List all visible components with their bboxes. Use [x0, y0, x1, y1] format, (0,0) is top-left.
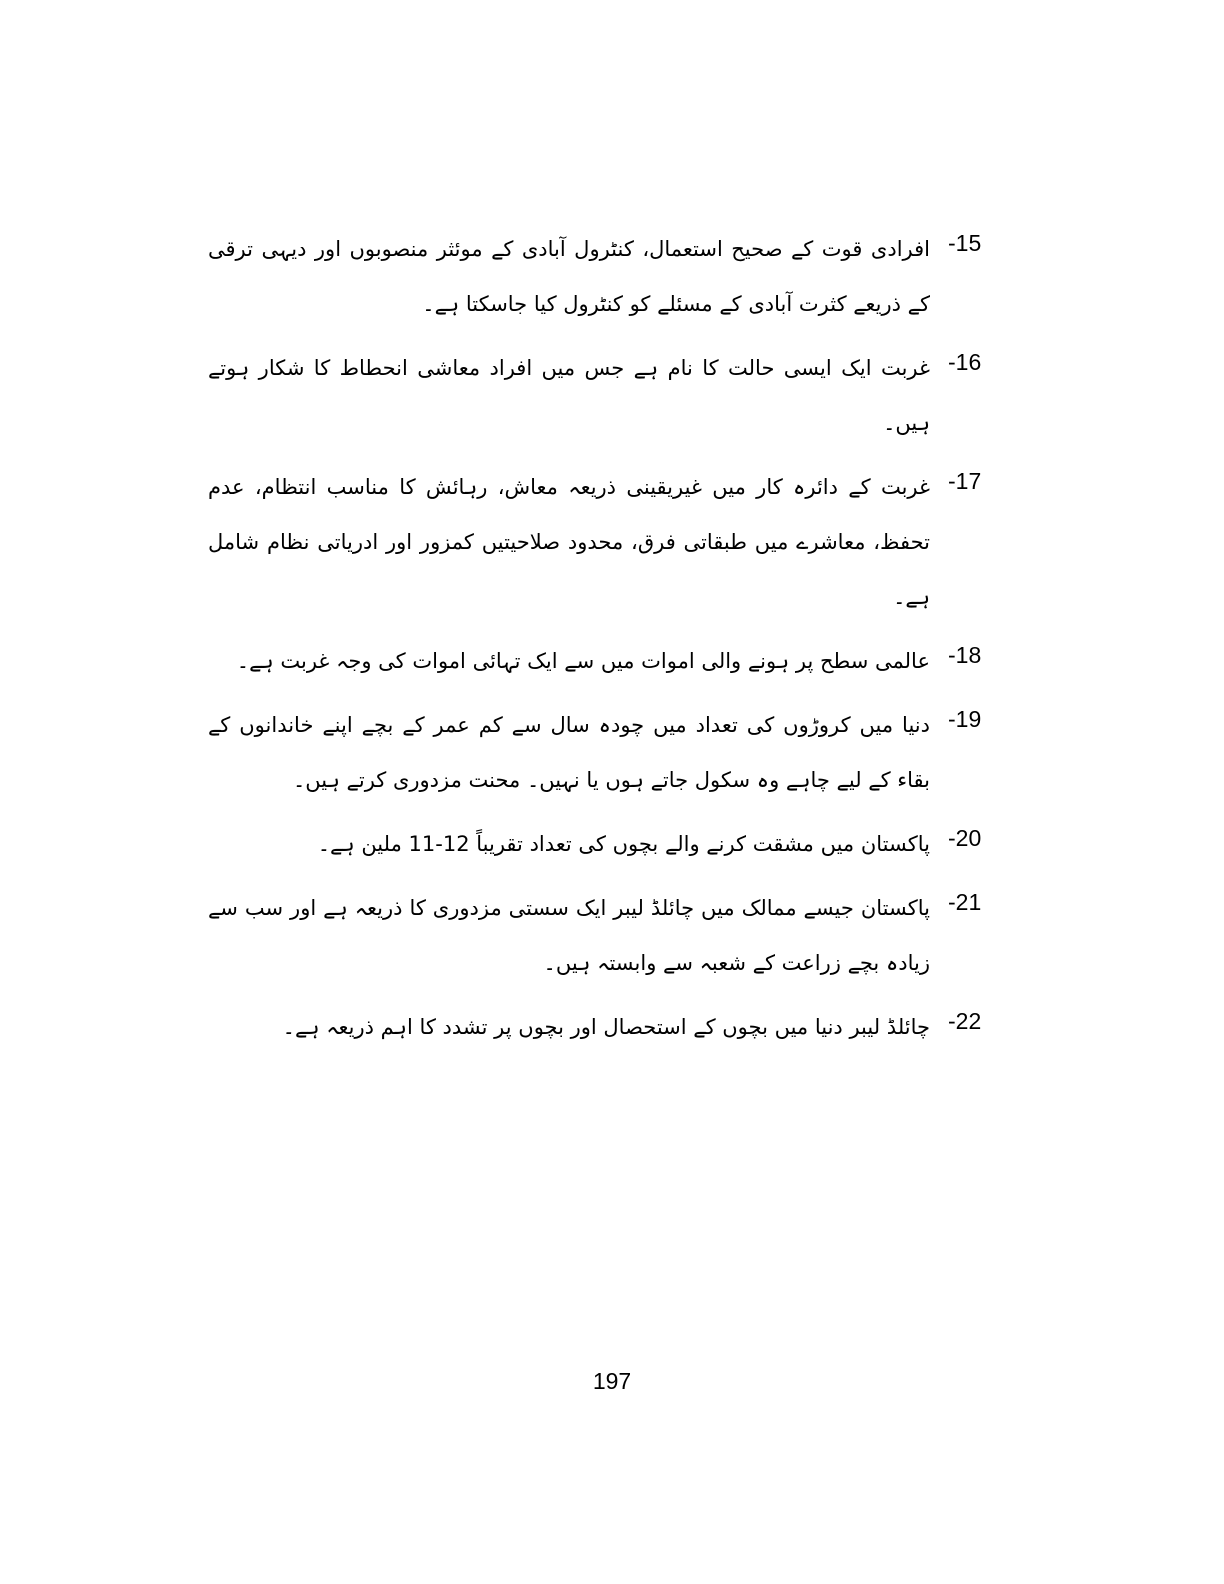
item-number: -22	[948, 1008, 982, 1034]
item-number: -15	[948, 230, 982, 256]
item-number: -16	[948, 349, 982, 375]
list-item	[208, 460, 1000, 625]
item-number: -19	[948, 706, 982, 732]
list-item	[208, 341, 1000, 451]
item-number: -17	[948, 468, 982, 494]
list-item	[208, 817, 1000, 872]
list-item	[208, 634, 1000, 689]
item-text: پاکستان میں مشقت کرنے والے بچوں کی تعداد تقریباً 12-11 ملین ہے۔	[317, 832, 930, 856]
list-item	[208, 881, 1000, 991]
list-item	[208, 222, 1000, 332]
item-text: افرادی قوت کے صحیح استعمال، کنٹرول آبادی کے موئثر منصوبوں اور دیہی ترقی کے ذریعے کثرت آبادی کے مسئلے کو کنٹرول کیا جاسکتا ہے۔	[208, 237, 930, 316]
item-text: غربت کے دائرہ کار میں غیریقینی ذریعہ معاش، رہائش کا مناسب انتظام، عدم تحفظ، معاشرے میں طبقاتی فرق، محدود صلاحیتیں کمزور اور ادریاتی نظام شامل ہے۔	[208, 475, 930, 609]
item-number: -18	[948, 642, 982, 668]
item-number: -20	[948, 825, 982, 851]
item-text: چائلڈ لیبر دنیا میں بچوں کے استحصال اور بچوں پر تشدد کا اہم ذریعہ ہے۔	[282, 1015, 930, 1039]
item-text: عالمی سطح پر ہونے والی اموات میں سے ایک تہائی اموات کی وجہ غربت ہے۔	[236, 649, 930, 673]
list-item	[208, 698, 1000, 808]
item-text: غربت ایک ایسی حالت کا نام ہے جس میں افراد معاشی انحطاط کا شکار ہوتے ہیں۔	[208, 356, 930, 435]
numbered-list	[208, 222, 1000, 1064]
list-item	[208, 1000, 1000, 1055]
item-text: دنیا میں کروڑوں کی تعداد میں چودہ سال سے کم عمر کے بچے اپنے خاندانوں کے بقاء کے لیے چاہے وہ سکول جاتے ہوں یا نہیں۔ محنت مزدوری کرتے ہیں۔	[208, 713, 930, 792]
item-number: -21	[948, 889, 982, 915]
page-number: 197	[592, 1368, 632, 1394]
item-text: پاکستان جیسے ممالک میں چائلڈ لیبر ایک سستی مزدوری کا ذریعہ ہے اور سب سے زیادہ بچے زراعت کے شعبہ سے وابستہ ہیں۔	[208, 896, 930, 975]
